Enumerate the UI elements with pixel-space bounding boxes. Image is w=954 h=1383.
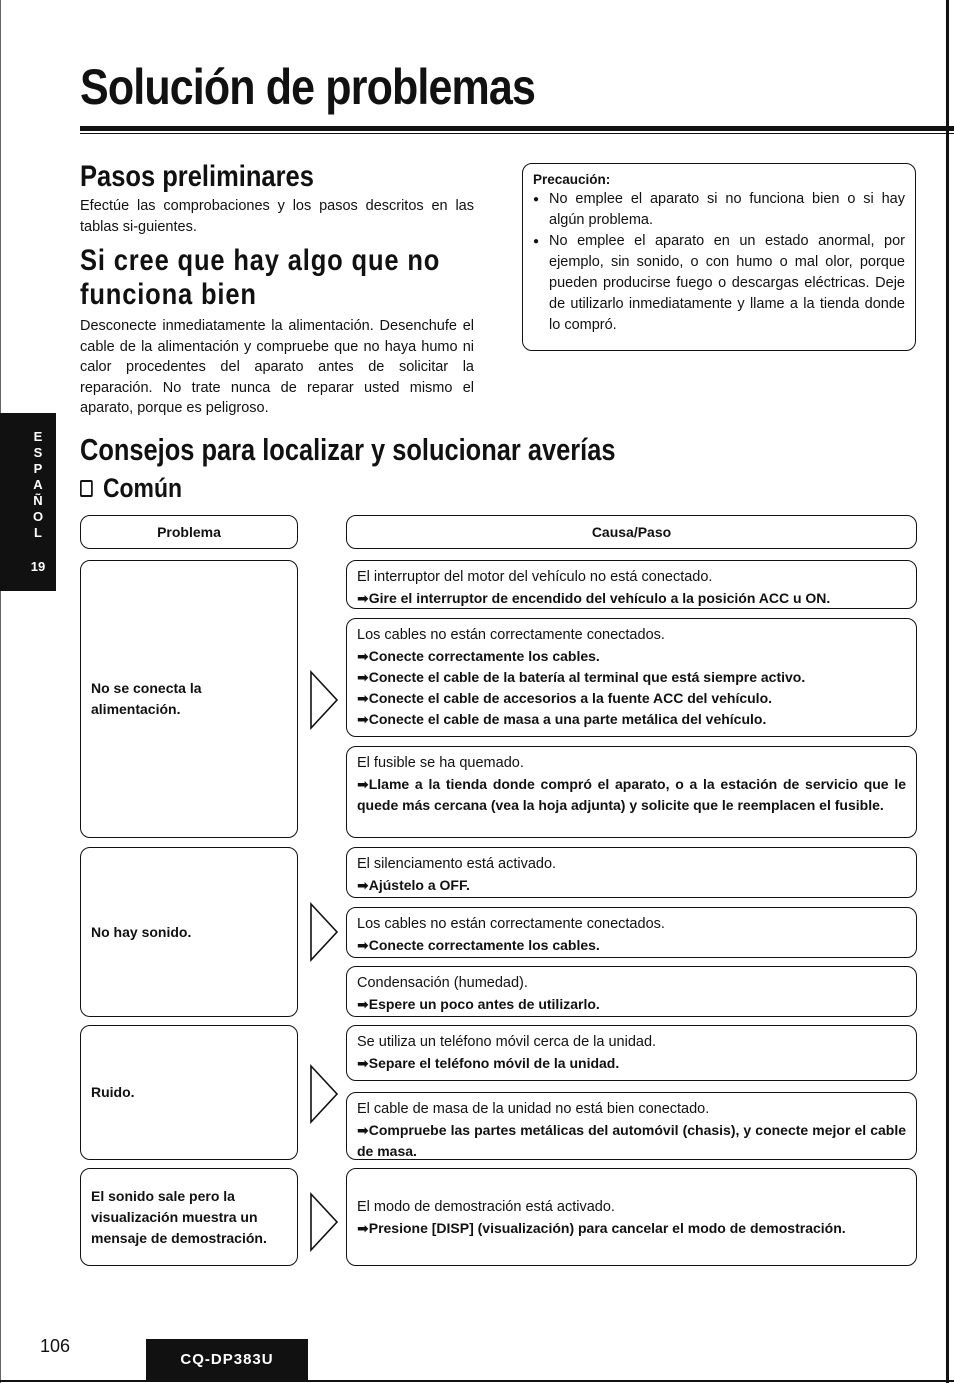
step-text: ➡Conecte el cable de masa a una parte metálica del vehículo. xyxy=(357,711,767,727)
cause-box xyxy=(346,1092,917,1160)
title-rule-thin xyxy=(80,133,954,134)
language-side-tab xyxy=(0,413,56,591)
page-left-edge xyxy=(0,0,1,1383)
tab-letter: P xyxy=(33,461,43,476)
cause-text: Se utiliza un teléfono móvil cerca de la unidad. xyxy=(357,1034,657,1050)
section-heading-consejos: Consejos para localizar y solucionar averías xyxy=(80,432,616,467)
tab-letter: Ñ xyxy=(33,493,43,508)
footer-rule xyxy=(0,1380,954,1382)
arrow-right-icon xyxy=(309,670,339,730)
problem-text: El sonido sale pero la visualización muestra un mensaje de demostración. xyxy=(91,1187,267,1246)
problem-box xyxy=(80,1025,298,1160)
tab-letter: L xyxy=(34,525,42,540)
step-text: ➡Separe el teléfono móvil de la unidad. xyxy=(357,1055,620,1071)
page-number: 106 xyxy=(40,1336,71,1356)
column-header-cause: Causa/Paso xyxy=(346,515,917,549)
caution-box xyxy=(522,163,916,351)
model-badge: CQ-DP383U xyxy=(146,1339,308,1380)
problem-box xyxy=(80,1168,298,1266)
cause-box xyxy=(346,966,917,1017)
problem-text: Ruido. xyxy=(91,1084,135,1100)
section-heading-si-cree: Si cree que hay algo que no funciona bien xyxy=(80,244,441,311)
subsection-heading-comun xyxy=(80,473,182,504)
caution-title: Precaución: xyxy=(533,172,611,187)
cause-text: El silenciamento está activado. xyxy=(357,856,557,872)
cause-box xyxy=(346,847,917,898)
caution-item: ● No emplee el aparato si no funciona bien o si hay algún problema. xyxy=(533,189,905,231)
tab-letter: A xyxy=(33,477,43,492)
problem-text: No hay sonido. xyxy=(91,923,192,940)
step-text: ➡Compruebe las partes metálicas del automóvil (chasis), y conecte mejor el cable de masa. xyxy=(357,1122,906,1159)
cause-text: El fusible se ha quemado. xyxy=(357,755,524,771)
problem-box xyxy=(80,847,298,1017)
section-heading-pasos: Pasos preliminares xyxy=(80,160,314,193)
title-rule xyxy=(80,126,954,131)
cause-box xyxy=(346,746,917,838)
cause-box xyxy=(346,907,917,958)
step-text: ➡Conecte correctamente los cables. xyxy=(357,648,600,664)
problem-box xyxy=(80,560,298,838)
cause-text: Los cables no están correctamente conectados. xyxy=(357,627,665,643)
cause-text: El modo de demostración está activado. xyxy=(357,1199,615,1215)
caution-item: ● No emplee el aparato en un estado anormal, por ejemplo, sin sonido, o con humo o mal olor, porque pueden producirse fuego o descargas eléctricas. Deje de utilizarlo inmediatamente y llame a la tienda donde lo compró. xyxy=(533,231,905,336)
tab-letter: S xyxy=(33,445,43,460)
comun-label: Común xyxy=(102,473,182,503)
step-text: ➡Presione [DISP] (visualización) para cancelar el modo de demostración. xyxy=(357,1220,846,1236)
cause-box xyxy=(346,1025,917,1081)
cause-text: Los cables no están correctamente conectados. xyxy=(357,916,665,932)
checkbox-square-icon xyxy=(80,480,93,497)
arrow-right-icon xyxy=(309,1192,339,1252)
cause-text: Condensación (humedad). xyxy=(357,975,528,991)
cause-box xyxy=(346,618,917,737)
problem-text: No se conecta la alimentación. xyxy=(91,680,202,717)
cause-box xyxy=(346,560,917,609)
si-cree-text: Desconecte inmediatamente la alimentación. Desenchufe el cable de la alimentación y compruebe que no haya humo ni calor procedentes del aparato antes de solicitar la reparación. No trate nunca de reparar usted mismo el aparato, porque es peligroso. xyxy=(80,318,474,416)
caution-list xyxy=(533,189,905,336)
page-title: Solución de problemas xyxy=(80,59,536,115)
step-text: ➡Espere un poco antes de utilizarlo. xyxy=(357,996,600,1012)
cause-box xyxy=(346,1168,917,1266)
step-text: ➡Conecte el cable de accesorios a la fuente ACC del vehículo. xyxy=(357,690,773,706)
step-text: ➡Llame a la tienda donde compró el aparato, o a la estación de servicio que le quede más cercana (vea la hoja adjunta) y solicite que le reemplacen el fusible. xyxy=(357,776,906,813)
tab-letter: E xyxy=(33,429,43,444)
column-header-problem: Problema xyxy=(80,515,298,549)
step-text: ➡Ajústelo a OFF. xyxy=(357,877,470,893)
pasos-text: Efectúe las comprobaciones y los pasos descritos en las tablas si-guientes. xyxy=(80,198,474,235)
cause-text: El cable de masa de la unidad no está bien conectado. xyxy=(357,1101,710,1117)
page-right-edge xyxy=(946,0,949,1383)
arrow-right-icon xyxy=(309,1064,339,1124)
cause-text: El interruptor del motor del vehículo no está conectado. xyxy=(357,569,713,585)
tab-page-number: 19 xyxy=(30,559,46,574)
language-letters xyxy=(33,429,43,541)
tab-letter: O xyxy=(32,509,44,524)
step-text: ➡Conecte correctamente los cables. xyxy=(357,937,600,953)
step-text: ➡Conecte el cable de la batería al terminal que está siempre activo. xyxy=(357,669,806,685)
arrow-right-icon xyxy=(309,902,339,962)
step-text: ➡Gire el interruptor de encendido del vehículo a la posición ACC u ON. xyxy=(357,590,831,606)
